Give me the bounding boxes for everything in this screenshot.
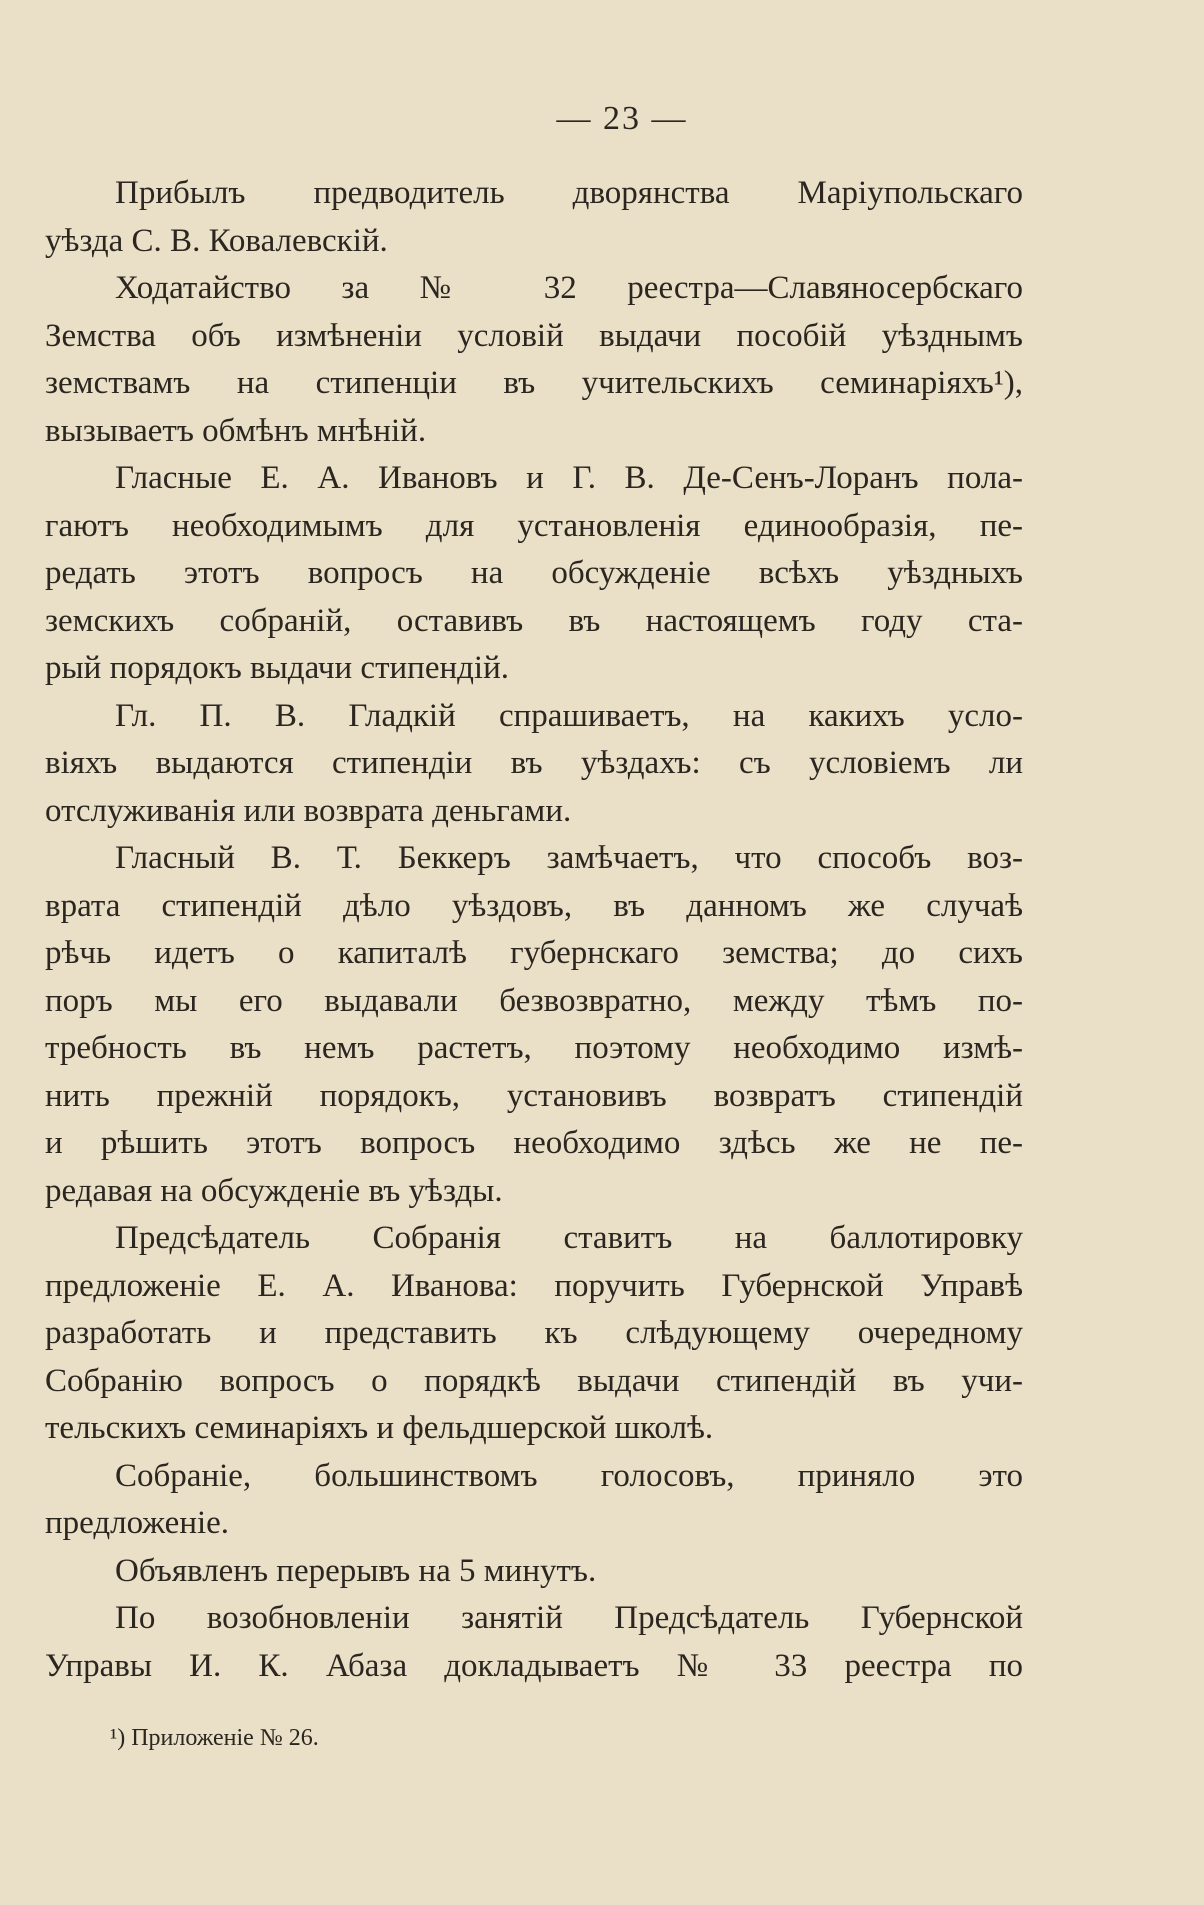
text-line: гаютъ необходимымъ для установленія единообразія, пе- (45, 507, 1023, 544)
paragraph (45, 1548, 1023, 1596)
body-text (45, 170, 1023, 1690)
paragraph (45, 693, 1023, 836)
page-number: — 23 — (556, 100, 688, 137)
text-line: Управы И. К. Абаза докладываетъ № 33 реестра по (45, 1647, 1023, 1684)
text-line: врата стипендій дѣло уѣздовъ, въ данномъ же случаѣ (45, 887, 1023, 924)
text-line: віяхъ выдаются стипендіи въ уѣздахъ: съ условіемъ ли (45, 745, 1023, 781)
footnote: ¹) Приложеніе № 26. (110, 1725, 319, 1751)
text-line: Гласные Е. А. Ивановъ и Г. В. Де-Сенъ-Лоранъ пола- (115, 460, 1023, 496)
text-line: отслуживанія или возврата деньгами. (45, 792, 572, 829)
text-line: редавая на обсужденіе въ уѣзды. (45, 1172, 503, 1209)
paragraph (45, 1215, 1023, 1453)
text-line: предложеніе Е. А. Иванова: поручить Губернской Управѣ (45, 1267, 1023, 1304)
text-line: требность въ немъ растетъ, поэтому необходимо измѣ- (45, 1030, 1023, 1066)
text-line: земствамъ на стипенціи въ учительскихъ семинаріяхъ¹), (45, 365, 1023, 401)
text-line: предложеніе. (45, 1505, 230, 1541)
paragraph (45, 1453, 1023, 1548)
text-line: По возобновленіи занятій Предсѣдатель Губернской (115, 1600, 1023, 1636)
text-line: вызываетъ обмѣнъ мнѣній. (45, 412, 427, 449)
text-line: уѣзда С. В. Ковалевскій. (45, 222, 388, 259)
text-line: нить прежній порядокъ, установивъ возвратъ стипендій (45, 1077, 1023, 1114)
text-line: Ходатайство за № 32 реестра—Славяносербскаго (115, 270, 1023, 306)
paragraph (45, 455, 1023, 693)
paragraph (45, 265, 1023, 455)
text-line: поръ мы его выдавали безвозвратно, между тѣмъ по- (45, 982, 1023, 1019)
text-line: Собранію вопросъ о порядкѣ выдачи стипендій въ учи- (45, 1362, 1023, 1399)
paragraph (45, 835, 1023, 1215)
text-line: земскихъ собраній, оставивъ въ настоящемъ году ста- (45, 602, 1023, 639)
text-line: разработать и представить къ слѣдующему очередному (45, 1315, 1023, 1351)
text-line: рѣчь идетъ о капиталѣ губернскаго земства; до сихъ (45, 935, 1023, 971)
paragraph (45, 170, 1023, 265)
text-line: Гласный В. Т. Беккеръ замѣчаетъ, что способъ воз- (115, 840, 1023, 876)
text-line: тельскихъ семинаріяхъ и фельдшерской школѣ. (45, 1410, 714, 1446)
text-line: Земства объ измѣненіи условій выдачи пособій уѣзднымъ (45, 317, 1023, 354)
text-line: рый порядокъ выдачи стипендій. (45, 650, 509, 686)
text-line: и рѣшить этотъ вопросъ необходимо здѣсь же не пе- (45, 1125, 1023, 1161)
paragraph (45, 1595, 1023, 1690)
text-line: Прибылъ предводитель дворянства Маріупольскаго (115, 175, 1023, 211)
text-line: Предсѣдатель Собранія ставитъ на баллотировку (115, 1220, 1023, 1256)
text-line: Гл. П. В. Гладкій спрашиваетъ, на какихъ усло- (115, 697, 1023, 734)
text-line: Объявленъ перерывъ на 5 минутъ. (115, 1552, 597, 1589)
text-line: Собраніе, большинствомъ голосовъ, приняло это (115, 1457, 1023, 1494)
text-line: редать этотъ вопросъ на обсужденіе всѣхъ уѣздныхъ (45, 555, 1023, 591)
